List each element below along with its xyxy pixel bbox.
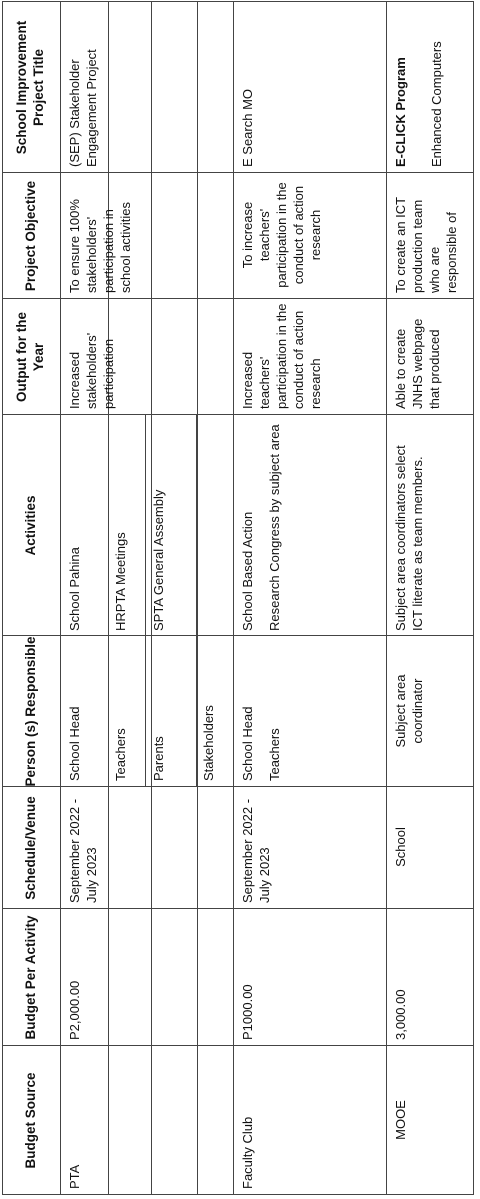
row1-title: (SEP) Stakeholder Engagement Project [67,49,99,167]
header-budget: Budget Per Activity [22,915,38,1040]
row1-person-3: Parents [151,736,166,781]
row1-person-1: School Head [67,706,82,781]
row2-source: Faculty Club [240,1116,255,1189]
header-project-objective: Project Objective [22,180,38,292]
row1-activity-2: HRPTA Meetings [113,532,128,631]
row1-source: PTA [67,1164,82,1189]
row3-title: E-CLICK Program [393,57,408,167]
row3-source: MOOE [393,1100,408,1140]
row2-title: E Search MO [240,88,255,167]
row1-schedule: September 2022 - July 2023 [67,798,99,903]
header-schedule: Schedule/Venue [22,796,38,900]
row1-person-4: Stakeholders [201,705,216,781]
row2-output: Increased teachers' participation in the conduct of action research [240,303,323,409]
row3-schedule: School [393,827,408,867]
row1-person-2: Teachers [113,728,128,781]
row1-activity-3: SPTA General Assembly [151,489,166,631]
row1-budget: P2,000.00 [67,980,82,1040]
row3-objective: To create an ICT production team who are responsible of [393,197,459,293]
row2-activity-1: School Based Action [240,511,255,631]
row1-activity-1: School Pahina [67,547,82,631]
row3-activities: Subject area coordinators select ICT literate as team members. [393,445,425,631]
header-project-title: School Improvement Project Title [14,20,46,155]
row2-person-2: Teachers [267,728,282,781]
row3-persons: Subject area coordinator [393,674,425,748]
header-persons: Person (s) Responsible [22,636,38,787]
row2-person-1: School Head [240,706,255,781]
row2-objective: To increase teachers' participation in the conduct of action research [240,182,323,288]
row2-schedule: September 2022 - July 2023 [240,798,272,903]
header-output: Output for the Year [14,312,46,402]
row3-subtitle: Enhanced Computers [429,41,444,167]
row2-activity-2: Research Congress by subject area [267,424,282,631]
row3-output: Able to create JNHS webpage that produced [393,318,442,409]
row3-budget: 3,000.00 [393,989,408,1040]
header-activities: Activities [22,495,38,556]
header-budget-source: Budget Source [22,1072,38,1169]
row1-output: Increased stakeholders' participation [67,332,116,409]
row2-budget: P1000.00 [240,984,255,1040]
row1-objective: To ensure 100% stakeholders' participation in school activities [67,199,133,293]
